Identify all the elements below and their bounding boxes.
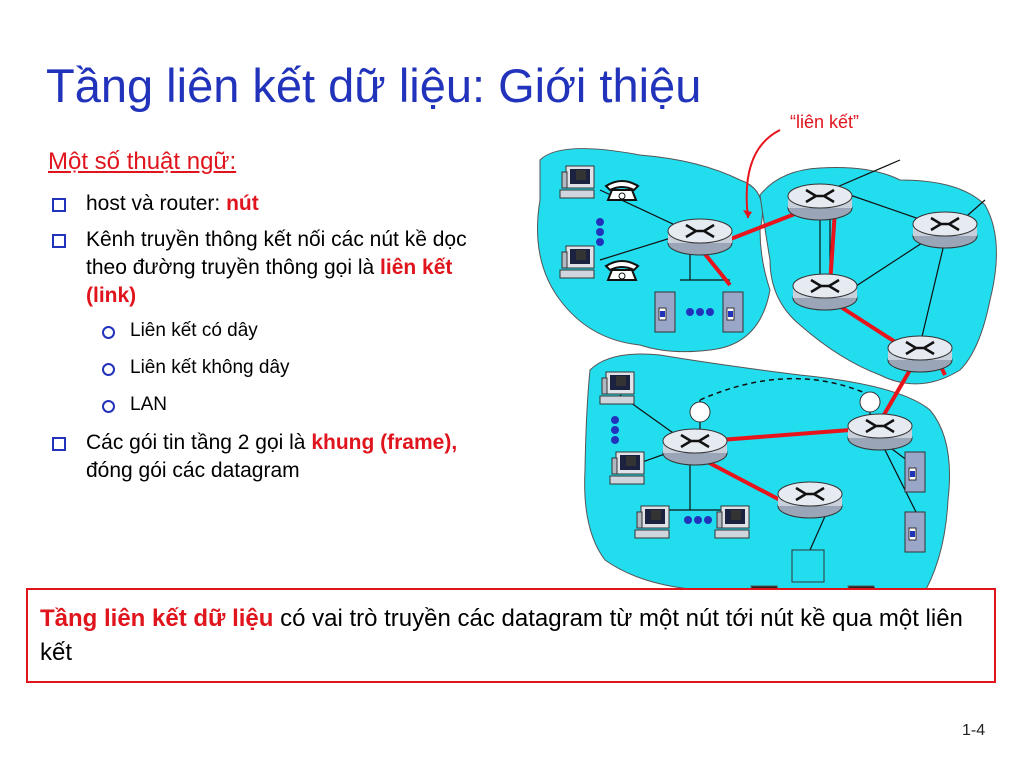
router-icon bbox=[848, 414, 912, 450]
router-icon bbox=[793, 274, 857, 310]
router-icon bbox=[778, 482, 842, 518]
sub-item-wireless bbox=[48, 355, 508, 381]
bullet-text: Các gói tin tầng 2 gọi là bbox=[86, 431, 312, 454]
router-icon bbox=[888, 336, 952, 372]
summary-box bbox=[26, 588, 996, 683]
subtitle: Một số thuật ngữ: bbox=[48, 148, 237, 175]
bullet-item-frame bbox=[48, 429, 508, 485]
circle-bullet-icon bbox=[102, 326, 115, 339]
bullet-text: host và router: bbox=[86, 192, 227, 215]
square-bullet-icon bbox=[52, 234, 66, 248]
circle-bullet-icon bbox=[102, 400, 115, 413]
summary-highlight: Tầng liên kết dữ liệu bbox=[40, 605, 274, 632]
sub-item-label: LAN bbox=[130, 394, 167, 415]
bullet-item-links bbox=[48, 226, 508, 310]
router-icon bbox=[788, 184, 852, 220]
bullet-item-nodes bbox=[48, 190, 508, 218]
bullet-list bbox=[48, 190, 508, 493]
server-icon bbox=[655, 292, 675, 332]
bullet-highlight: nút bbox=[226, 192, 259, 215]
slide-title: Tầng liên kết dữ liệu: Giới thiệu bbox=[46, 59, 702, 112]
bullet-highlight: liên kết (link) bbox=[86, 256, 453, 307]
sub-item-label: Liên kết có dây bbox=[130, 320, 258, 341]
bullet-tail: đóng gói các datagram bbox=[86, 459, 300, 482]
phone-icon bbox=[606, 181, 638, 200]
router-icon bbox=[663, 429, 727, 465]
server-icon bbox=[905, 452, 925, 492]
network-diagram bbox=[520, 100, 1010, 610]
square-bullet-icon bbox=[52, 198, 66, 212]
circle-bullet-icon bbox=[102, 363, 115, 376]
server-icon bbox=[905, 512, 925, 552]
phone-icon bbox=[606, 261, 638, 280]
sub-item-lan bbox=[48, 392, 508, 418]
router-icon bbox=[913, 212, 977, 248]
link-callout: “liên kết” bbox=[790, 112, 860, 132]
bullet-highlight: khung (frame), bbox=[311, 431, 458, 454]
page-number: 1-4 bbox=[962, 722, 986, 739]
sub-item-wired bbox=[48, 318, 508, 344]
access-point-icon bbox=[792, 550, 824, 582]
square-bullet-icon bbox=[52, 437, 66, 451]
bullet-text: Kênh truyền thông kết nối các nút kề dọc theo đường truyền thông gọi là bbox=[86, 228, 467, 279]
server-icon bbox=[723, 292, 743, 332]
summary-text: có vai trò truyền các datagram từ một nút tới nút kề qua một liên kết bbox=[40, 605, 963, 666]
router-icon bbox=[668, 219, 732, 255]
sub-item-label: Liên kết không dây bbox=[130, 357, 290, 378]
